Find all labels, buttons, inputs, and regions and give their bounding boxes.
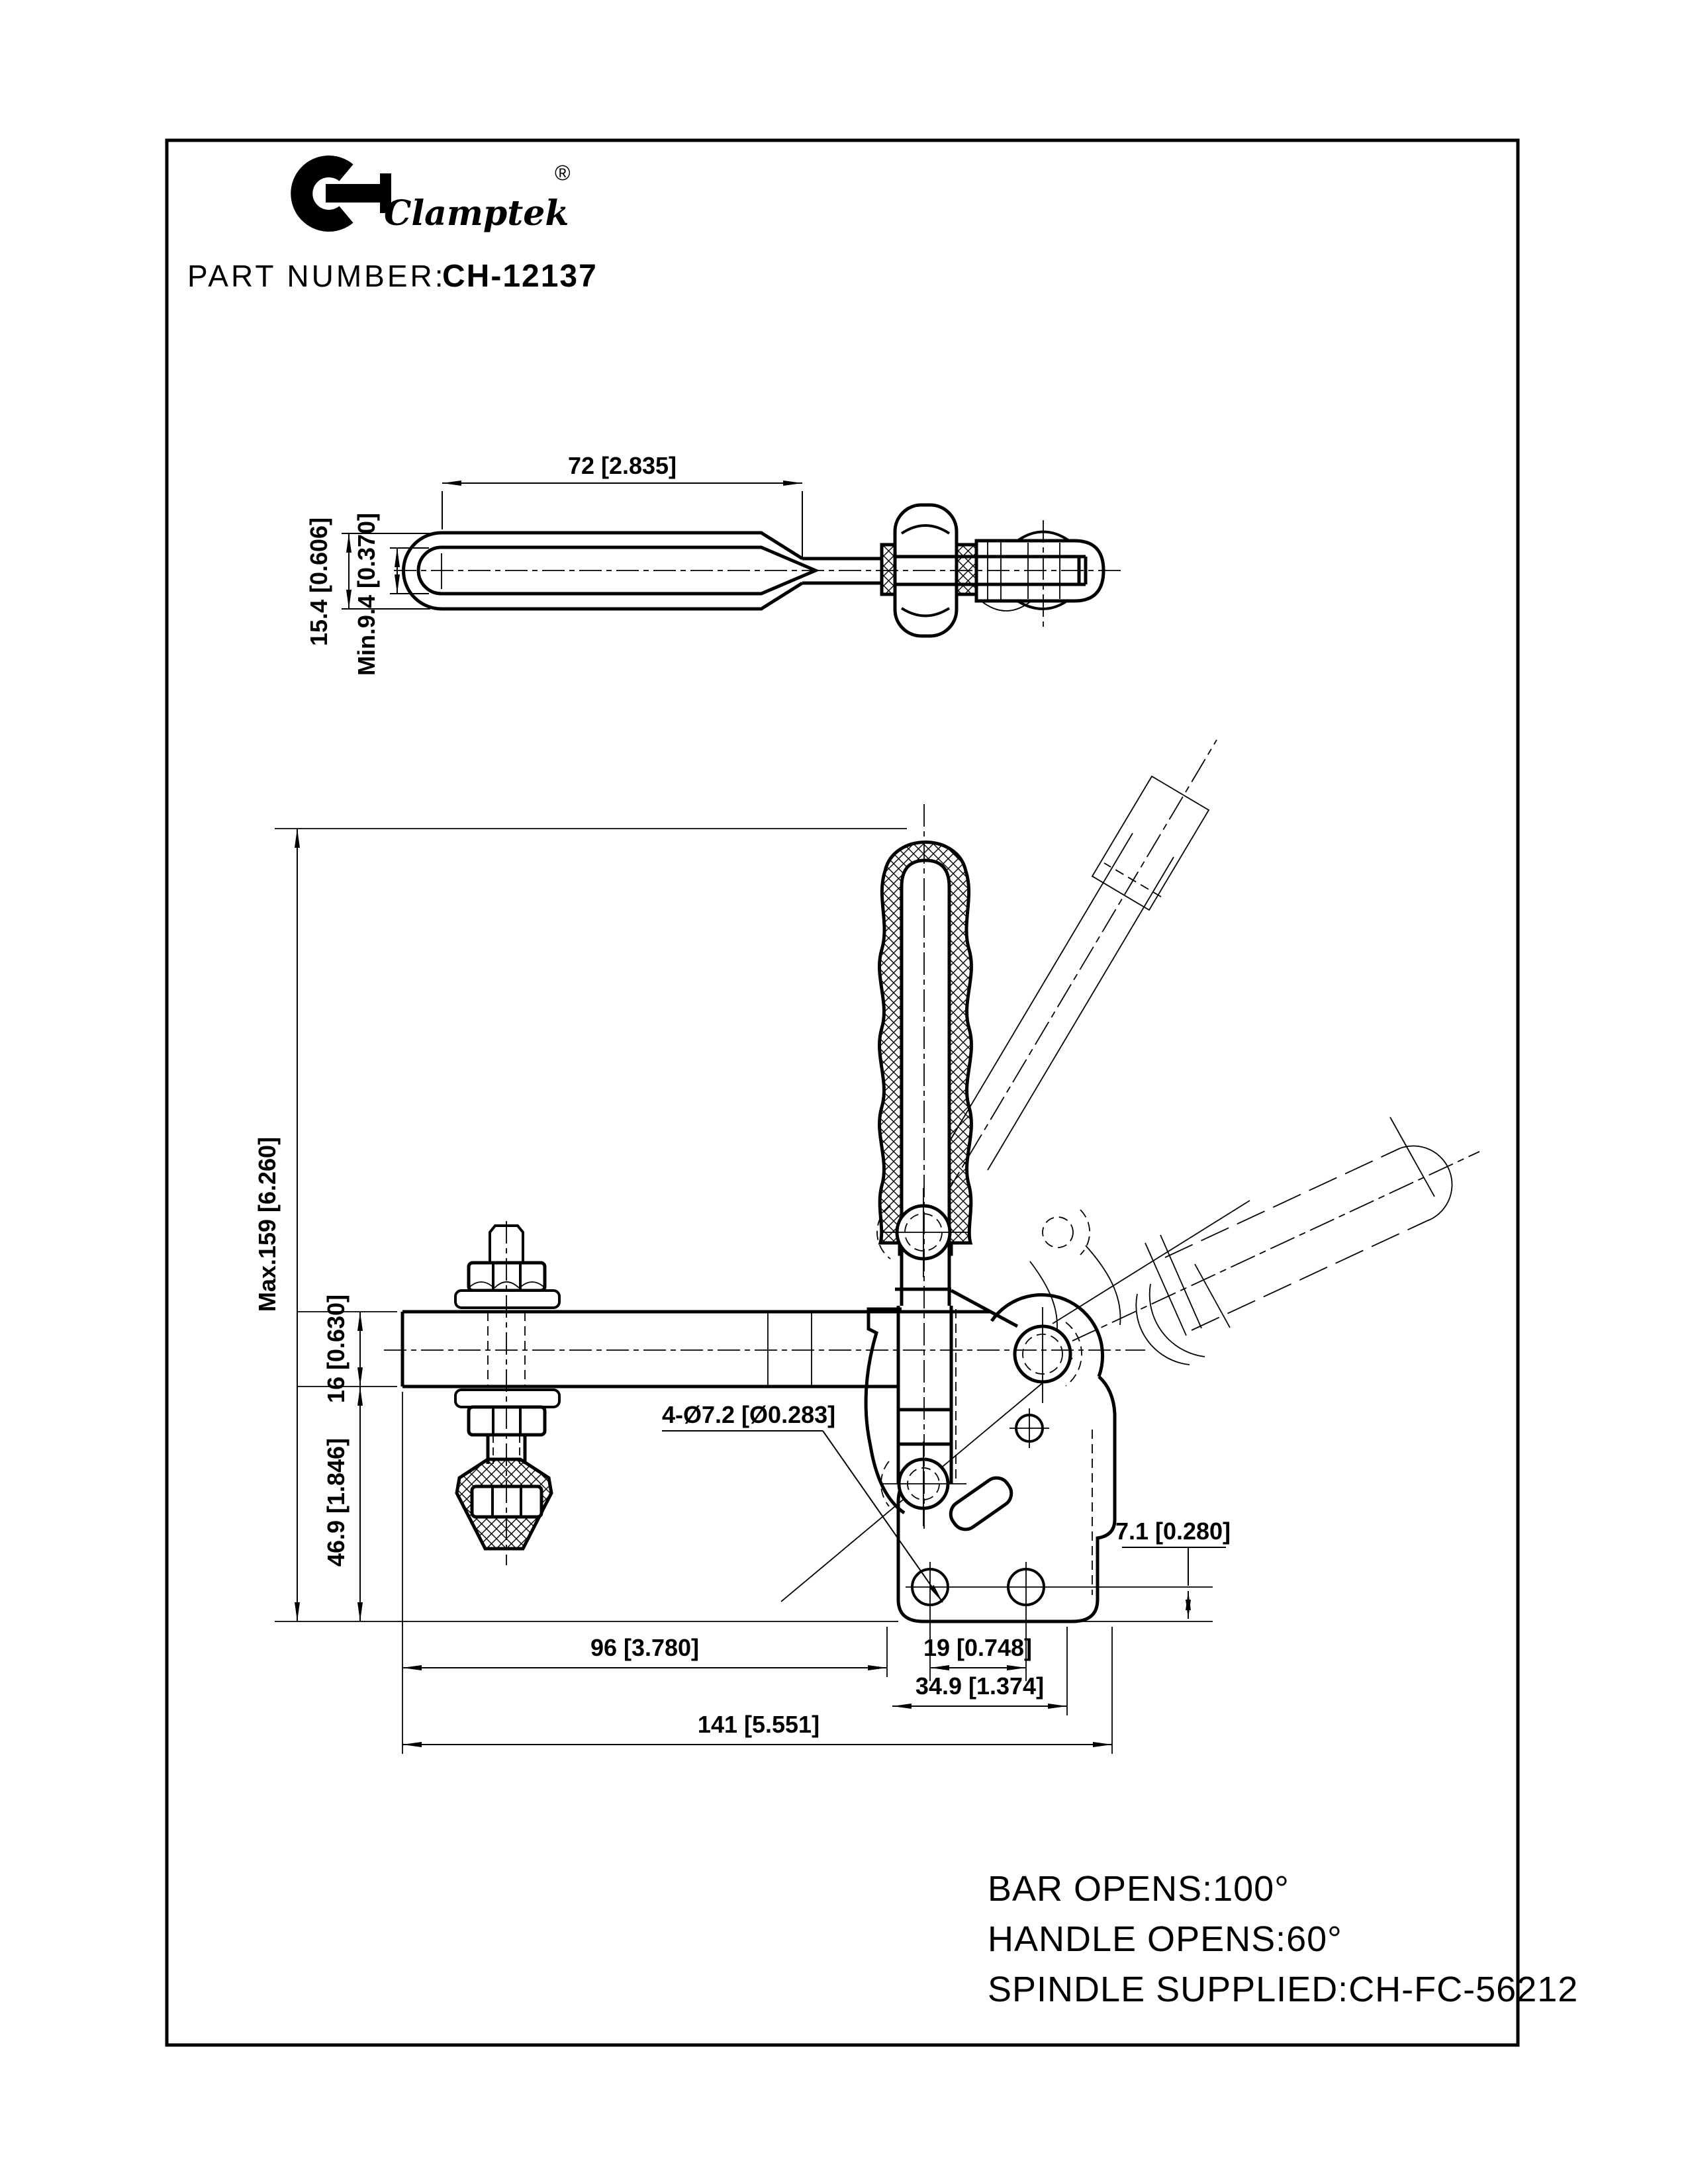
- dim-mounting-holes: 4-Ø7.2 [Ø0.283]: [662, 1401, 836, 1428]
- clamp-bar: [402, 1312, 991, 1387]
- clamptek-logo-icon: [302, 167, 391, 221]
- dim-hole-offset: 7.1 [0.280]: [1115, 1518, 1231, 1545]
- note-handle-opens: HANDLE OPENS:60°: [988, 1919, 1342, 1959]
- dim-hole-pitch: 19 [0.748]: [923, 1634, 1033, 1661]
- dim-max-height: Max.159 [6.260]: [254, 1136, 281, 1312]
- phantom-bar-axis: [1072, 1152, 1479, 1341]
- dim-base-width: 34.9 [1.374]: [915, 1672, 1045, 1700]
- spindle-washer-top: [455, 1291, 559, 1308]
- part-number-value: CH-12137: [442, 259, 598, 294]
- top-view: [394, 505, 1125, 636]
- sheet-border: [167, 140, 1518, 2045]
- brand-name: Clamptek: [384, 193, 569, 234]
- arm-plate: [898, 1306, 951, 1484]
- dim-handle-width: 15.4 [0.606]: [305, 517, 332, 647]
- dim-handle-min-width: Min.9.4 [0.370]: [353, 512, 380, 676]
- dim-bar-section: 16 [0.630]: [322, 1294, 350, 1404]
- dim-spindle-to-body: 96 [3.780]: [590, 1634, 700, 1661]
- spindle-assembly: [455, 1221, 559, 1565]
- dim-overall-length: 141 [5.551]: [697, 1711, 820, 1738]
- phantom-handle-grip-end: [1092, 776, 1209, 910]
- front-view: [275, 740, 1479, 1754]
- part-number-label: PART NUMBER:: [187, 259, 446, 293]
- header: [187, 161, 598, 294]
- front-view-dimensions: [297, 829, 1226, 1745]
- body-slot: [945, 1473, 1016, 1534]
- notes-block: [988, 1869, 1578, 2009]
- registered-mark-icon: ®: [555, 161, 571, 185]
- note-bar-opens: BAR OPENS:100°: [988, 1869, 1289, 1909]
- note-spindle-supplied: SPINDLE SUPPLIED:CH-FC-56212: [988, 1970, 1579, 2009]
- phantom-bar-edges: [1165, 1148, 1427, 1330]
- dim-bar-to-base: 46.9 [1.846]: [322, 1437, 350, 1567]
- dim-handle-length: 72 [2.835]: [567, 452, 677, 479]
- spindle-washer-bottom: [455, 1390, 559, 1407]
